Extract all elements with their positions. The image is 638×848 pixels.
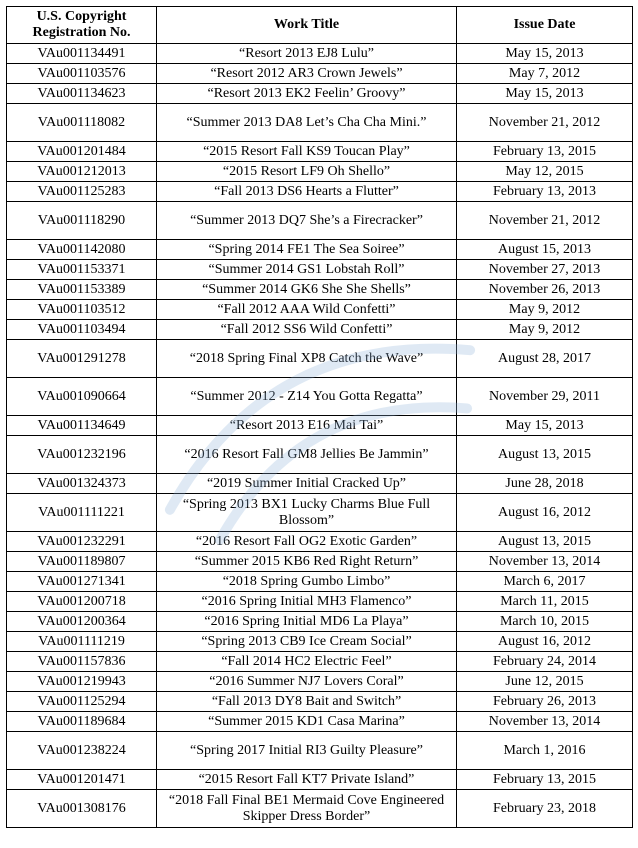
issue-date: March 10, 2015 (457, 612, 633, 632)
work-title: “Summer 2014 GK6 She She Shells” (157, 280, 457, 300)
issue-date: May 15, 2013 (457, 84, 633, 104)
issue-date: February 13, 2015 (457, 142, 633, 162)
issue-date: February 13, 2015 (457, 770, 633, 790)
registration-number: VAu001189684 (7, 712, 157, 732)
work-title: “Fall 2012 SS6 Wild Confetti” (157, 320, 457, 340)
work-title: “2015 Resort Fall KT7 Private Island” (157, 770, 457, 790)
issue-date: March 6, 2017 (457, 572, 633, 592)
issue-date: August 13, 2015 (457, 436, 633, 474)
work-title: “Spring 2017 Initial RI3 Guilty Pleasure” (157, 732, 457, 770)
document-page (6, 6, 633, 828)
work-title: “Summer 2015 KB6 Red Right Return” (157, 552, 457, 572)
issue-date: March 11, 2015 (457, 592, 633, 612)
issue-date: June 28, 2018 (457, 474, 633, 494)
registration-number: VAu001103512 (7, 300, 157, 320)
issue-date: May 15, 2013 (457, 416, 633, 436)
table-row (7, 162, 633, 182)
table-row (7, 64, 633, 84)
table-row (7, 692, 633, 712)
table-row (7, 612, 633, 632)
work-title: “2016 Spring Initial MH3 Flamenco” (157, 592, 457, 612)
work-title: “Resort 2013 EK2 Feelin’ Groovy” (157, 84, 457, 104)
work-title: “2016 Resort Fall GM8 Jellies Be Jammin” (157, 436, 457, 474)
issue-date: May 9, 2012 (457, 300, 633, 320)
issue-date: November 27, 2013 (457, 260, 633, 280)
table-row (7, 592, 633, 612)
issue-date: February 24, 2014 (457, 652, 633, 672)
issue-date: August 15, 2013 (457, 240, 633, 260)
table-row (7, 494, 633, 532)
registration-number: VAu001324373 (7, 474, 157, 494)
registration-number: VAu001200364 (7, 612, 157, 632)
issue-date: February 13, 2013 (457, 182, 633, 202)
issue-date: November 26, 2013 (457, 280, 633, 300)
registration-number: VAu001153389 (7, 280, 157, 300)
registration-number: VAu001238224 (7, 732, 157, 770)
registration-number: VAu001219943 (7, 672, 157, 692)
registration-number: VAu001157836 (7, 652, 157, 672)
table-row (7, 790, 633, 828)
registration-number: VAu001212013 (7, 162, 157, 182)
work-title: “Summer 2013 DQ7 She’s a Firecracker” (157, 202, 457, 240)
issue-date: February 26, 2013 (457, 692, 633, 712)
issue-date: November 21, 2012 (457, 202, 633, 240)
work-title: “Fall 2013 DY8 Bait and Switch” (157, 692, 457, 712)
table-row (7, 732, 633, 770)
registration-number: VAu001271341 (7, 572, 157, 592)
issue-date: August 13, 2015 (457, 532, 633, 552)
work-title: “Summer 2012 - Z14 You Gotta Regatta” (157, 378, 457, 416)
header-registration-line1: U.S. Copyright (36, 9, 127, 24)
registration-number: VAu001125294 (7, 692, 157, 712)
issue-date: May 15, 2013 (457, 44, 633, 64)
header-work-title: Work Title (157, 7, 457, 44)
table-row (7, 104, 633, 142)
table-row (7, 280, 633, 300)
table-row (7, 84, 633, 104)
registration-number: VAu001232196 (7, 436, 157, 474)
issue-date: May 7, 2012 (457, 64, 633, 84)
table-row (7, 770, 633, 790)
work-title: “Spring 2013 CB9 Ice Cream Social” (157, 632, 457, 652)
issue-date: June 12, 2015 (457, 672, 633, 692)
registration-number: VAu001308176 (7, 790, 157, 828)
registration-number: VAu001090664 (7, 378, 157, 416)
issue-date: August 28, 2017 (457, 340, 633, 378)
table-row (7, 712, 633, 732)
issue-date: May 9, 2012 (457, 320, 633, 340)
registration-number: VAu001201471 (7, 770, 157, 790)
work-title: “2018 Fall Final BE1 Mermaid Cove Engineered Skipper Dress Border” (157, 790, 457, 828)
work-title: “Summer 2013 DA8 Let’s Cha Cha Mini.” (157, 104, 457, 142)
registration-number: VAu001103576 (7, 64, 157, 84)
header-registration-no (7, 7, 157, 44)
registration-number: VAu001134649 (7, 416, 157, 436)
work-title: “Resort 2012 AR3 Crown Jewels” (157, 64, 457, 84)
work-title: “Fall 2014 HC2 Electric Feel” (157, 652, 457, 672)
work-title: “2019 Summer Initial Cracked Up” (157, 474, 457, 494)
table-row (7, 44, 633, 64)
table-row (7, 652, 633, 672)
work-title: “Spring 2013 BX1 Lucky Charms Blue Full Blossom” (157, 494, 457, 532)
table-row (7, 474, 633, 494)
issue-date: August 16, 2012 (457, 494, 633, 532)
table-row (7, 672, 633, 692)
table-row (7, 632, 633, 652)
registration-number: VAu001291278 (7, 340, 157, 378)
work-title: “2018 Spring Gumbo Limbo” (157, 572, 457, 592)
work-title: “2015 Resort LF9 Oh Shello” (157, 162, 457, 182)
issue-date: May 12, 2015 (457, 162, 633, 182)
table-row (7, 340, 633, 378)
work-title: “Summer 2015 KD1 Casa Marina” (157, 712, 457, 732)
registration-number: VAu001103494 (7, 320, 157, 340)
issue-date: November 29, 2011 (457, 378, 633, 416)
work-title: “Spring 2014 FE1 The Sea Soiree” (157, 240, 457, 260)
registration-number: VAu001153371 (7, 260, 157, 280)
work-title: “2018 Spring Final XP8 Catch the Wave” (157, 340, 457, 378)
table-row (7, 320, 633, 340)
table-header-row (7, 7, 633, 44)
table-row (7, 202, 633, 240)
issue-date: March 1, 2016 (457, 732, 633, 770)
issue-date: August 16, 2012 (457, 632, 633, 652)
issue-date: November 13, 2014 (457, 712, 633, 732)
copyright-registration-table (6, 6, 633, 828)
work-title: “Summer 2014 GS1 Lobstah Roll” (157, 260, 457, 280)
table-row (7, 552, 633, 572)
registration-number: VAu001134623 (7, 84, 157, 104)
work-title: “Resort 2013 EJ8 Lulu” (157, 44, 457, 64)
table-row (7, 416, 633, 436)
registration-number: VAu001111221 (7, 494, 157, 532)
work-title: “Resort 2013 E16 Mai Tai” (157, 416, 457, 436)
header-registration-line2: Registration No. (32, 25, 131, 40)
table-row (7, 182, 633, 202)
registration-number: VAu001142080 (7, 240, 157, 260)
table-row (7, 260, 633, 280)
table-row (7, 142, 633, 162)
work-title: “2016 Spring Initial MD6 La Playa” (157, 612, 457, 632)
registration-number: VAu001232291 (7, 532, 157, 552)
table-row (7, 300, 633, 320)
registration-number: VAu001201484 (7, 142, 157, 162)
registration-number: VAu001111219 (7, 632, 157, 652)
registration-number: VAu001118290 (7, 202, 157, 240)
table-row (7, 436, 633, 474)
table-row (7, 532, 633, 552)
work-title: “Fall 2013 DS6 Hearts a Flutter” (157, 182, 457, 202)
table-row (7, 378, 633, 416)
registration-number: VAu001200718 (7, 592, 157, 612)
table-row (7, 240, 633, 260)
work-title: “Fall 2012 AAA Wild Confetti” (157, 300, 457, 320)
issue-date: November 13, 2014 (457, 552, 633, 572)
header-issue-date: Issue Date (457, 7, 633, 44)
issue-date: February 23, 2018 (457, 790, 633, 828)
registration-number: VAu001118082 (7, 104, 157, 142)
table-row (7, 572, 633, 592)
issue-date: November 21, 2012 (457, 104, 633, 142)
registration-number: VAu001189807 (7, 552, 157, 572)
work-title: “2015 Resort Fall KS9 Toucan Play” (157, 142, 457, 162)
registration-number: VAu001134491 (7, 44, 157, 64)
work-title: “2016 Summer NJ7 Lovers Coral” (157, 672, 457, 692)
work-title: “2016 Resort Fall OG2 Exotic Garden” (157, 532, 457, 552)
registration-number: VAu001125283 (7, 182, 157, 202)
